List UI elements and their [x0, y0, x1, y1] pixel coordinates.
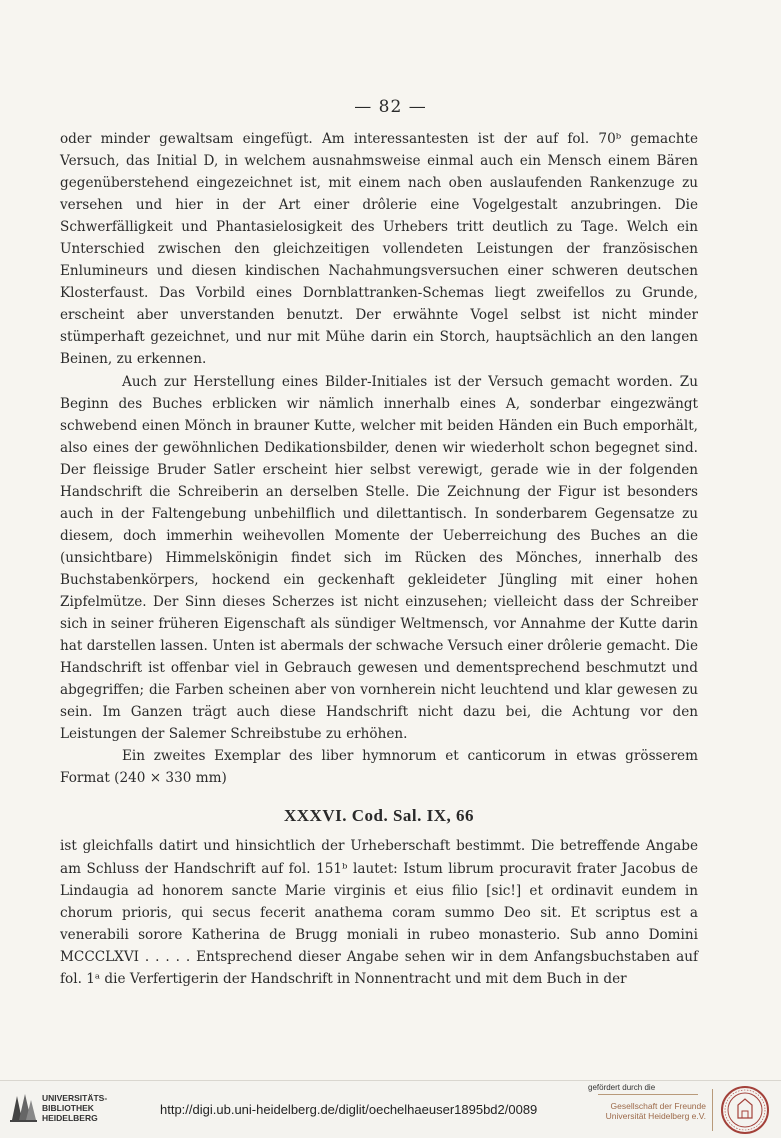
university-library-logo-icon[interactable]	[8, 1090, 38, 1124]
body-text	[60, 128, 698, 990]
library-name-line: UNIVERSITÄTS-	[42, 1093, 108, 1103]
society-name-line: Universität Heidelberg e.V.	[605, 1111, 706, 1121]
divider	[598, 1094, 698, 1095]
page-number: — 82 —	[354, 97, 427, 117]
footer-bar	[0, 1080, 781, 1138]
vertical-divider	[712, 1089, 713, 1131]
library-name-line: HEIDELBERG	[42, 1113, 98, 1123]
funded-by-label: gefördert durch die	[588, 1083, 656, 1092]
university-seal-icon[interactable]	[720, 1085, 770, 1135]
permalink-url[interactable]: http://digi.ub.uni-heidelberg.de/diglit/oechelhaeuser1895bd2/0089	[160, 1102, 538, 1117]
paragraph-1: oder minder gewaltsam eingefügt. Am interessantesten ist der auf fol. 70ᵇ gemachte Versuch, das Initial D, in welchem ausnahmsweise einmal auch ein Mensch einem Bären gegenüberstehend eingezeichnet ist, mit einem nach oben auslaufenden Rankenzuge zu versehen und hier in der Art einer drôlerie eine Vogelgestalt anzubringen. Die Schwerfälligkeit und Phantasielosigkeit des Urhebers tritt deutlich zu Tage. Welch ein Unterschied zwischen den gleichzeitigen vollendeten Leistungen der französischen Enlumineurs und diesen kindischen Nachahmungsversuchen einer schweren deutschen Klosterfaust. Das Vorbild eines Dornblattranken-Schemas liegt zweifellos zu Grunde, erscheint aber unverstanden benutzt. Der erwähnte Vogel selbst ist nicht minder stümperhaft gezeichnet, und nur mit Mühe darin ein Storch, hauptsächlich an den langen Beinen, zu erkennen.	[60, 131, 698, 368]
society-name-line: Gesellschaft der Freunde	[610, 1101, 706, 1111]
society-name[interactable]	[594, 1101, 706, 1121]
library-name[interactable]	[42, 1093, 107, 1123]
library-name-line: BIBLIOTHEK	[42, 1103, 94, 1113]
section-heading: XXXVI. Cod. Sal. IX, 66	[283, 806, 475, 826]
paragraph-2: Auch zur Herstellung eines Bilder-Initiales ist der Versuch gemacht worden. Zu Beginn des Buches erblicken wir nämlich innerhalb eines A, sonderbar eingezwängt schwebend einen Mönch in brauner Kutte, welcher mit beiden Händen ein Buch emporhält, also eines der gewöhnlichen Dedikationsbilder, denen wir wiederholt schon begegnet sind. Der fleissige Bruder Satler erscheint hier selbst verewigt, gerade wie in der folgenden Handschrift die Schreiberin an derselben Stelle. Die Zeichnung der Figur ist besonders auch in der Faltengebung unbehilflich und dilettantisch. In sonderbarem Gegensatze zu diesem, doch immerhin weihevollen Momente der Ueberreichung des Buches an die (unsichtbare) Himmelskönigin findet sich im Rücken des Mönches, innerhalb des Buchstabenkörpers, hockend ein geckenhaft gekleideter Jüngling mit einer hohen Zipfelmütze. Der Sinn dieses Scherzes ist nicht einzusehen; vielleicht dass der Schreiber sich in seiner früheren Eigenschaft als sündiger Weltmensch, vor Annahme der Kutte darin hat darstellen lassen. Unten ist abermals der schwache Versuch einer drôlerie gemacht. Die Handschrift ist offenbar viel in Gebrauch gewesen und dementsprechend beschmutzt und abgegriffen; die Farben scheinen aber von vornherein nicht leuchtend und klar gewesen zu sein. Im Ganzen trägt auch diese Handschrift nicht dazu bei, die Achtung vor den Leistungen der Salemer Schreibstube zu erhöhen.	[60, 373, 698, 743]
paragraph-3: Ein zweites Exemplar des liber hymnorum et canticorum in etwas grösserem Format (240 × 330 mm)	[60, 748, 698, 787]
paragraph-4: ist gleichfalls datirt und hinsichtlich der Urheberschaft bestimmt. Die betreffende Angabe am Schluss der Handschrift auf fol. 151ᵇ lautet: Istum librum procuravit frater Jacobus de Lindaugia ad honorem sancte Marie virginis et eius filio [sic!] et ordinavit eundem in chorum prioris, qui secus fecerit anathema coram summo Deo sit. Et scriptus est a venerabili sorore Katherina de Brugg moniali in rubeo monasterio. Sub anno Domini MCCCLXVI . . . . . Entsprechend dieser Angabe sehen wir in dem Anfangsbuchstaben auf fol. 1ᵃ die Verfertigerin der Handschrift in Nonnentracht und mit dem Buch in der	[60, 838, 698, 987]
